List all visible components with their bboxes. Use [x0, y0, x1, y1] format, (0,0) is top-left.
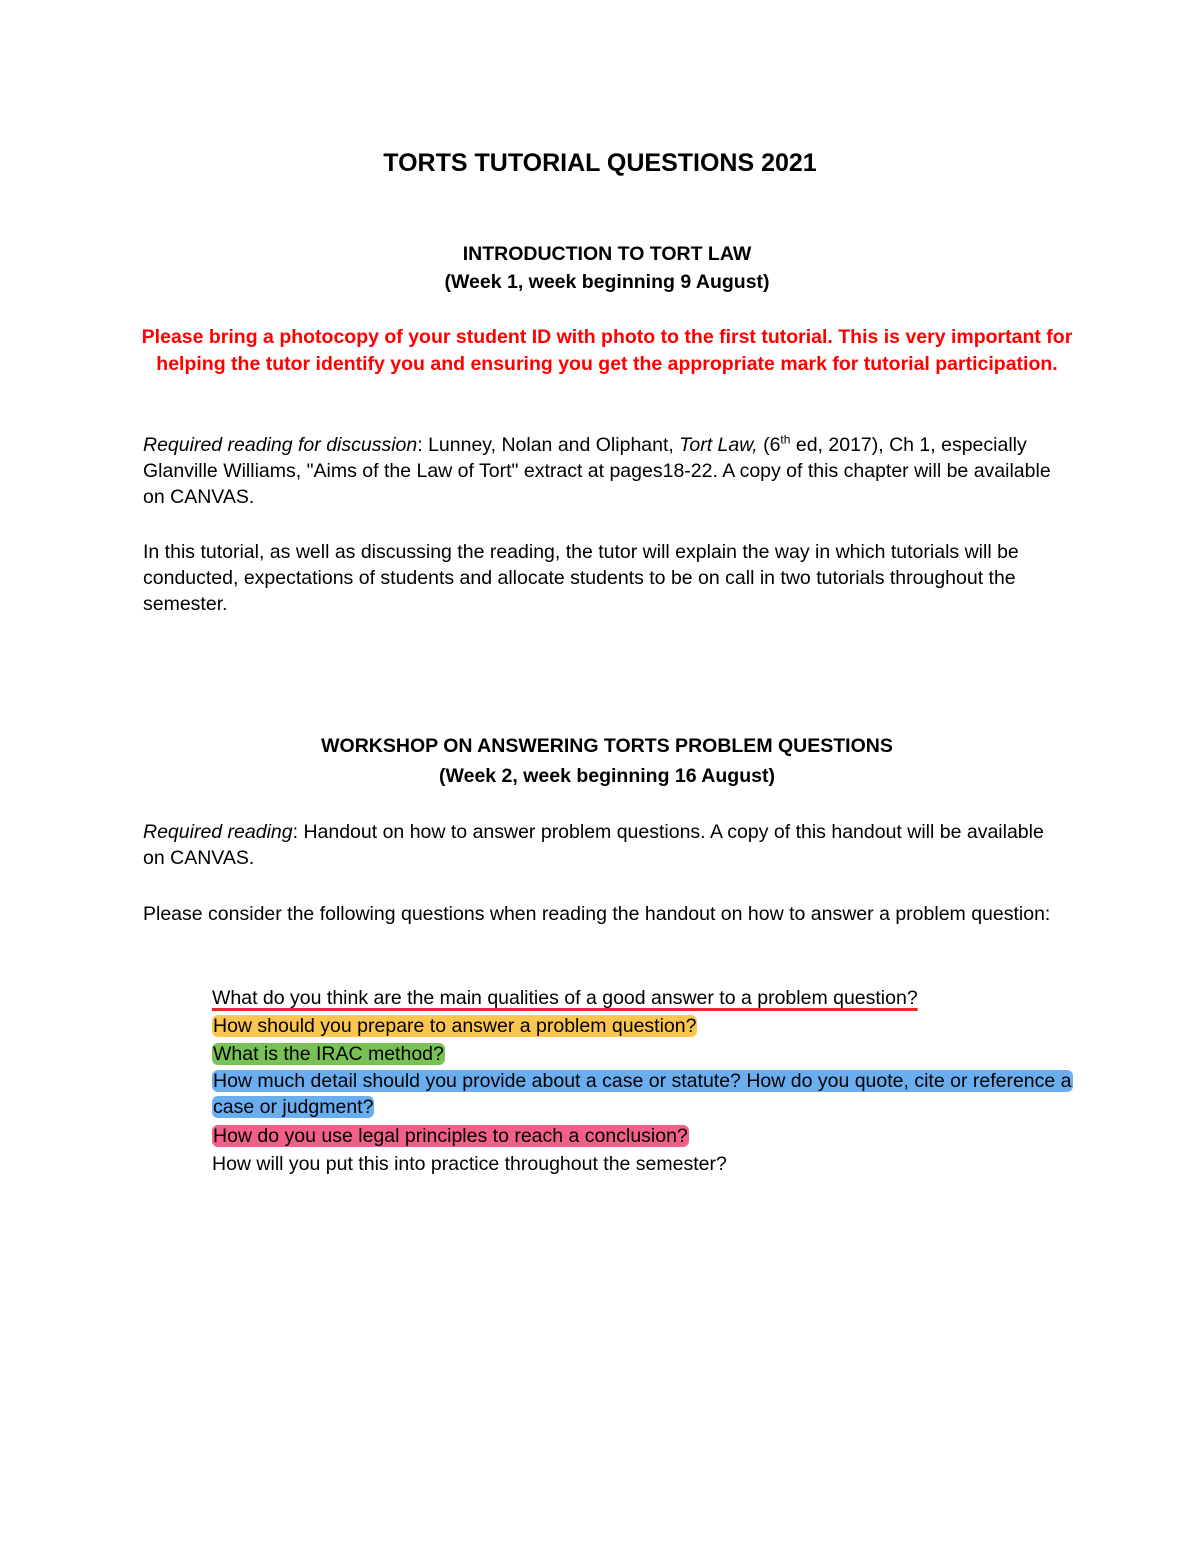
question-highlighted-yellow: How should you prepare to answer a problem question?: [213, 1015, 697, 1037]
list-item: [212, 1068, 1082, 1120]
list-item: [212, 1040, 1082, 1068]
question-highlighted-green: What is the IRAC method?: [213, 1043, 444, 1065]
question-highlighted-blue: How much detail should you provide about a case or statute? How do you quote, cite or reference a case or judgment?: [213, 1070, 1072, 1118]
list-item: [212, 1122, 1082, 1150]
workshop-question-list: [212, 984, 1082, 1178]
reading-details: : Handout on how to answer problem questions. A copy of this handout will be available on CANVAS.: [143, 821, 1044, 869]
reading-authors: : Lunney, Nolan and Oliphant,: [417, 434, 680, 456]
reading-details: ed, 2017), Ch 1, especially Glanville Williams, "Aims of the Law of Tort" extract at pages18-22. A copy of this chapter will be available on CANVAS.: [143, 434, 1051, 508]
reading-book-title: Tort Law,: [679, 434, 758, 456]
required-reading-label: Required reading: [143, 821, 293, 843]
question-highlighted-pink: How do you use legal principles to reach a conclusion?: [213, 1125, 688, 1147]
list-item: [212, 984, 1082, 1012]
section-subheading-week-1: (Week 1, week beginning 9 August): [444, 271, 770, 293]
section-subheading-week-2: (Week 2, week beginning 16 August): [439, 765, 775, 787]
question-underlined-red: What do you think are the main qualities of a good answer to a problem question?: [212, 987, 918, 1009]
required-reading-paragraph-week-2: [143, 819, 1063, 871]
reading-edition: (6: [757, 434, 781, 456]
section-heading-introduction: INTRODUCTION TO TORT LAW: [462, 243, 752, 265]
tutorial-description-paragraph: In this tutorial, as well as discussing the reading, the tutor will explain the way in which tutorials will be conducted, expectations of students and allocate students to be on call in two tutorials throughout the semester.: [143, 541, 1019, 615]
student-id-notice: Please bring a photocopy of your student ID with photo to the first tutorial. This is very important for helping the tutor identify you and ensuring you get the appropriate mark for tutorial participation.: [141, 326, 1073, 375]
section-heading-workshop: WORKSHOP ON ANSWERING TORTS PROBLEM QUESTIONS: [321, 735, 893, 757]
document-title: TORTS TUTORIAL QUESTIONS 2021: [383, 149, 817, 177]
required-reading-label: Required reading for discussion: [143, 434, 418, 456]
list-item: [212, 1012, 1082, 1040]
required-reading-paragraph-week-1: [143, 432, 1063, 510]
list-item: [212, 1150, 1082, 1178]
edition-superscript: th: [780, 432, 791, 447]
questions-intro-paragraph: Please consider the following questions when reading the handout on how to answer a problem question:: [143, 903, 1051, 925]
question-plain: How will you put this into practice throughout the semester?: [212, 1153, 727, 1175]
